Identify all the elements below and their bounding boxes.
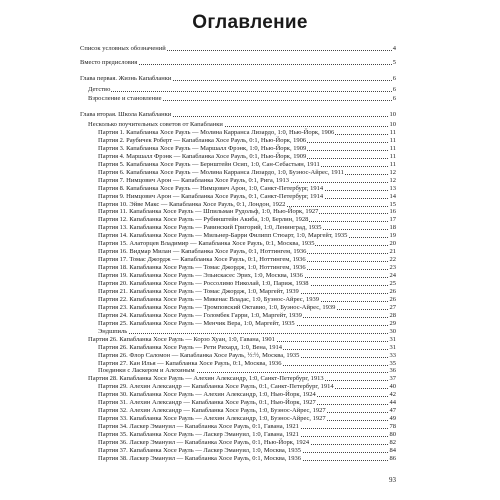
toc-entry-page: 12	[389, 168, 396, 176]
toc-entry[interactable]	[0, 320, 500, 327]
toc-entry-page: 10	[389, 121, 396, 128]
toc-entry[interactable]	[0, 256, 500, 263]
toc-entry-page: 11	[389, 144, 396, 152]
toc-entry-title: Партия 13. Капабланка Хосе Рауль — Равинский Григорий, 1:0, Ленинград, 1935	[98, 224, 322, 232]
toc-entry-page: 35	[389, 359, 396, 367]
toc-entry-page: 16	[389, 208, 396, 216]
toc-entry[interactable]	[0, 336, 500, 343]
toc-entry-page: 24	[389, 272, 396, 280]
toc-entry[interactable]	[0, 86, 500, 93]
toc-entry-page: 40	[389, 383, 396, 391]
page-title: Оглавление	[192, 12, 308, 33]
toc-entry-title: Глава вторая. Школа Капабланки	[80, 111, 172, 118]
toc-entry[interactable]	[0, 272, 500, 279]
toc-entry-title: Партия 14. Капабланка Хосе Рауль — Мильнер-Барри Филипп Стюарт, 1:0, Маргейт, 1935	[98, 232, 348, 240]
toc-entry-title: Несколько поучительных советов от Капабланки	[88, 121, 223, 128]
toc-entry-page: 26	[389, 295, 396, 303]
toc-entry[interactable]	[0, 344, 500, 351]
toc-entry-title: Партия 38. Ласкер Эмануил — Капабланка Хосе Рауль, 0:1, Москва, 1936	[98, 454, 302, 462]
toc-entry[interactable]	[0, 75, 500, 82]
dot-leader	[98, 333, 394, 334]
toc-entry-page: 11	[389, 128, 396, 136]
toc-entry-page: 19	[389, 232, 396, 240]
toc-entry[interactable]	[0, 304, 500, 311]
toc-entry-page: 4	[392, 45, 396, 52]
toc-entry-page: 33	[389, 351, 396, 359]
toc-entry-title: Партия 25. Капабланка Хосе Рауль — Менчик Вера, 1:0, Маргейт, 1935	[98, 319, 295, 327]
toc-entry[interactable]	[0, 137, 500, 144]
toc-entry[interactable]	[0, 280, 500, 287]
toc-entry-title: Партия 24. Капабланка Хосе Рауль — Голомбек Гарри, 1:0, Маргейт, 1939	[98, 311, 302, 319]
toc-entry-title: Партия 5. Капабланка Хосе Рауль — Бернштейн Осип, 1:0, Сан-Себастьян, 1911	[98, 160, 320, 168]
toc-entry[interactable]	[0, 264, 500, 271]
toc-entry-page: 23	[389, 264, 396, 272]
toc-entry[interactable]	[0, 383, 500, 390]
toc-entry[interactable]	[0, 232, 500, 239]
toc-entry-page: 49	[389, 415, 396, 423]
toc-entry-title: Партия 3. Капабланка Хосе Рауль — Маршалл Фрэнк, 1:0, Нью-Йорк, 1909	[98, 144, 307, 152]
toc-entry-title: Взросление и становление	[88, 95, 162, 102]
toc-entry[interactable]	[0, 216, 500, 223]
toc-entry-title: Партия 29. Алехин Александр — Капабланка Хосе Рауль, 0:1, Санкт-Петербург, 1914	[98, 383, 334, 391]
toc-entry-title: Партия 9. Нимцович Арон — Капабланка Хосе Рауль, 0:1, Санкт-Петербург, 1914	[98, 192, 324, 200]
toc-entry-page: 22	[389, 256, 396, 264]
toc-entry-page: 12	[389, 176, 396, 184]
toc-entry-page: 10	[389, 111, 396, 118]
toc-entry[interactable]	[0, 201, 500, 208]
toc-entry-page: 6	[392, 86, 396, 93]
toc-entry[interactable]	[0, 193, 500, 200]
toc-entry-page: 25	[389, 280, 396, 287]
toc-entry-title: Партия 33. Капабланка Хосе Рауль — Алехин Александр, 1:0, Буэнос-Айрес, 1927	[98, 415, 326, 423]
toc-entry[interactable]	[0, 111, 500, 118]
toc-entry-page: 30	[389, 327, 396, 335]
toc-entry[interactable]	[0, 375, 500, 382]
toc-entry[interactable]	[0, 208, 500, 215]
toc-entry-page: 31	[389, 343, 396, 351]
toc-entry[interactable]	[0, 415, 500, 422]
toc-entry[interactable]	[0, 177, 500, 184]
toc-entry[interactable]	[0, 312, 500, 319]
toc-entry-page: 13	[389, 184, 396, 192]
toc-entry[interactable]	[0, 240, 500, 247]
toc-entry[interactable]	[0, 248, 500, 255]
toc-entry[interactable]	[0, 352, 500, 359]
toc-entry[interactable]	[0, 45, 500, 52]
toc-entry-page: 42	[389, 391, 396, 399]
toc-entry[interactable]	[0, 328, 500, 335]
toc-entry-title: Партия 10. Эйве Макс — Капабланка Хосе Рауль, 0:1, Лондон, 1922	[98, 200, 286, 208]
toc-entry-title: Партия 1. Капабланка Хосе Рауль — Молина Карранса Лизардо, 1:0, Нью-Йорк, 1906	[98, 128, 335, 136]
toc-entry-page: 82	[389, 439, 396, 446]
toc-entry[interactable]	[0, 296, 500, 303]
toc-entry-title: Партия 22. Капабланка Хосе Рауль — Микенас Владас, 1:0, Буэнос-Айрес, 1939	[98, 295, 319, 303]
toc-entry-title: Поединки с Ласкером и Алехиным	[98, 367, 195, 375]
toc-entry[interactable]	[0, 360, 500, 367]
toc-entry-title: Партия 12. Капабланка Хосе Рауль — Рубинштейн Акиба, 1:0, Берлин, 1928	[98, 216, 309, 224]
toc-entry-title: Партия 28. Капабланка Хосе Рауль — Алехин Александр, 1:0, Санкт-Петербург, 1913	[88, 375, 324, 383]
toc-entry[interactable]	[0, 95, 500, 102]
toc-entry-page: 78	[389, 423, 396, 431]
toc-entry-page: 29	[389, 319, 396, 327]
toc-entry-page: 37	[389, 375, 396, 383]
toc-entry[interactable]	[0, 399, 500, 406]
toc-entry-page: 21	[389, 248, 396, 256]
toc-entry-page: 27	[389, 303, 396, 311]
toc-entry[interactable]	[0, 391, 500, 398]
toc-entry-title: Партия 15. Алаторцев Владимир — Капабланка Хосе Рауль, 0:1, Москва, 1935	[98, 240, 315, 248]
toc-entry-page: 14	[389, 192, 396, 200]
toc-entry-title: Эндшпиль	[98, 327, 128, 335]
toc-entry-title: Партия 8. Капабланка Хосе Рауль — Нимцович Арон, 1:0, Санкт-Петербург, 1914	[98, 184, 324, 192]
toc-entry[interactable]	[0, 185, 500, 192]
toc-entry[interactable]	[0, 121, 500, 128]
page-number: 93	[389, 476, 396, 484]
toc-entry-page: 80	[389, 431, 396, 439]
toc-entry-title: Партия 30. Капабланка Хосе Рауль — Алехин Александр, 1:0, Нью-Йорк, 1924	[98, 391, 316, 399]
toc-entry[interactable]	[0, 224, 500, 231]
toc-entry[interactable]	[0, 423, 500, 430]
toc-entry-page: 6	[392, 75, 396, 82]
toc-entry[interactable]	[0, 407, 500, 414]
toc-entry-title: Глава первая. Жизнь Капабланки	[80, 75, 172, 82]
toc-entry-title: Список условных обозначений	[80, 45, 166, 52]
toc-entry-title: Партия 19. Капабланка Хосе Рауль — Эльискасес Эрих, 1:0, Москва, 1936	[98, 272, 303, 280]
toc-entry-page: 11	[389, 136, 396, 144]
toc-entry[interactable]	[0, 161, 500, 168]
toc-entry[interactable]	[0, 447, 500, 454]
toc-entry[interactable]	[0, 153, 500, 160]
toc-entry-page: 84	[389, 446, 396, 454]
toc-entry-title: Детство	[88, 86, 111, 93]
toc-entry[interactable]	[0, 455, 500, 462]
toc-entry-title: Партия 32. Алехин Александр — Капабланка Хосе Рауль, 1:0, Буэнос-Айрес, 1927	[98, 407, 326, 415]
dot-leader	[88, 91, 394, 92]
toc-entry-page: 6	[392, 95, 396, 102]
toc-entry-title: Партия 36. Ласкер Эмануил — Капабланка Хосе Рауль, 0:1, Нью-Йорк, 1924	[98, 439, 310, 446]
toc-entry-title: Партия 27. Кан Илья — Капабланка Хосе Рауль, 0:1, Москва, 1936	[98, 359, 282, 367]
toc-entry[interactable]	[0, 169, 500, 176]
toc-entry[interactable]	[0, 367, 500, 374]
toc-entry-page: 26	[389, 287, 396, 295]
toc-entry-title: Партия 20. Капабланка Хосе Рауль — Россолимо Николай, 1:0, Париж, 1938	[98, 280, 309, 287]
toc-entry-title: Партия 26. Капабланка Хосе Рауль — Корзо Хуан, 1:0, Гавана, 1901	[88, 335, 275, 343]
toc-entry[interactable]	[0, 145, 500, 152]
toc-entry-title: Партия 26. Капабланка Хосе Рауль — Рети Рихард, 1:0, Вена, 1914	[98, 343, 283, 351]
toc-entry-title: Партия 4. Маршалл Фрэнк — Капабланка Хосе Рауль, 0:1, Нью-Йорк, 1909	[98, 152, 307, 160]
toc-entry-title: Партия 11. Капабланка Хосе Рауль — Шпильман Рудольф, 1:0, Нью-Йорк, 1927	[98, 208, 319, 216]
toc-entry-title: Партия 26. Флор Саломон — Капабланка Хосе Рауль, ½:½, Москва, 1935	[98, 351, 300, 359]
toc-entry[interactable]	[0, 431, 500, 438]
toc-entry-title: Вместо предисловия	[80, 59, 138, 66]
toc-entry-title: Партия 37. Капабланка Хосе Рауль — Ласкер Эмануил, 1:0, Москва, 1935	[98, 446, 302, 454]
toc-entry-title: Партия 34. Ласкер Эмануил — Капабланка Хосе Рауль, 0:1, Гавана, 1921	[98, 423, 299, 431]
toc-entry-title: Партия 2. Раубичек Роберт — Капабланка Хосе Рауль, 0:1, Нью-Йорк, 1906	[98, 136, 307, 144]
toc-entry-title: Партия 31. Алехин Александр — Капабланка Хосе Рауль, 0:1, Нью-Йорк, 1927	[98, 399, 316, 407]
toc-entry-title: Партия 23. Капабланка Хосе Рауль — Тромповский Октавио, 1:0, Буэнос-Айрес, 1939	[98, 303, 336, 311]
toc-entry-page: 15	[389, 200, 396, 208]
toc-entry-page: 31	[389, 335, 396, 343]
toc-entry-page: 44	[389, 399, 396, 407]
toc-entry-title: Партия 6. Капабланка Хосе Рауль — Молина Карранса Лизардо, 1:0, Буэнос-Айрес, 1911	[98, 168, 344, 176]
toc-entry[interactable]	[0, 288, 500, 295]
toc-entry-title: Партия 21. Капабланка Хосе Рауль — Томас Джордж, 1:0, Маргейт, 1939	[98, 287, 299, 295]
toc-entry-page: 47	[389, 407, 396, 415]
toc-entry-page: 17	[389, 216, 396, 224]
toc-entry-page: 86	[389, 454, 396, 462]
toc-entry-page: 20	[389, 240, 396, 248]
toc-entry-page: 36	[389, 367, 396, 375]
toc-entry[interactable]	[0, 439, 500, 446]
toc-entry-title: Партия 18. Капабланка Хосе Рауль — Томас Джордж, 1:0, Ноттингем, 1936	[98, 264, 306, 272]
toc-entry-page: 18	[389, 224, 396, 232]
toc-entry[interactable]	[0, 59, 500, 66]
toc-entry-page: 11	[389, 160, 396, 168]
toc-entry-title: Партия 16. Видмар Милан — Капабланка Хосе Рауль, 0:1, Ноттингем, 1936	[98, 248, 307, 256]
toc-entry-title: Партия 7. Нимцович Арон — Капабланка Хосе Рауль, 0:1, Рига, 1913	[98, 176, 290, 184]
toc-entry-title: Партия 17. Томас Джордж — Капабланка Хосе Рауль, 0:1, Ноттингем, 1936	[98, 256, 306, 264]
toc-entry-title: Партия 35. Капабланка Хосе Рауль — Ласкер Эмануил, 1:0, Гавана, 1921	[98, 431, 299, 439]
toc-entry[interactable]	[0, 129, 500, 136]
toc-entry-page: 5	[392, 59, 396, 66]
toc-entry-page: 11	[389, 152, 396, 160]
toc-entry-page: 28	[389, 311, 396, 319]
